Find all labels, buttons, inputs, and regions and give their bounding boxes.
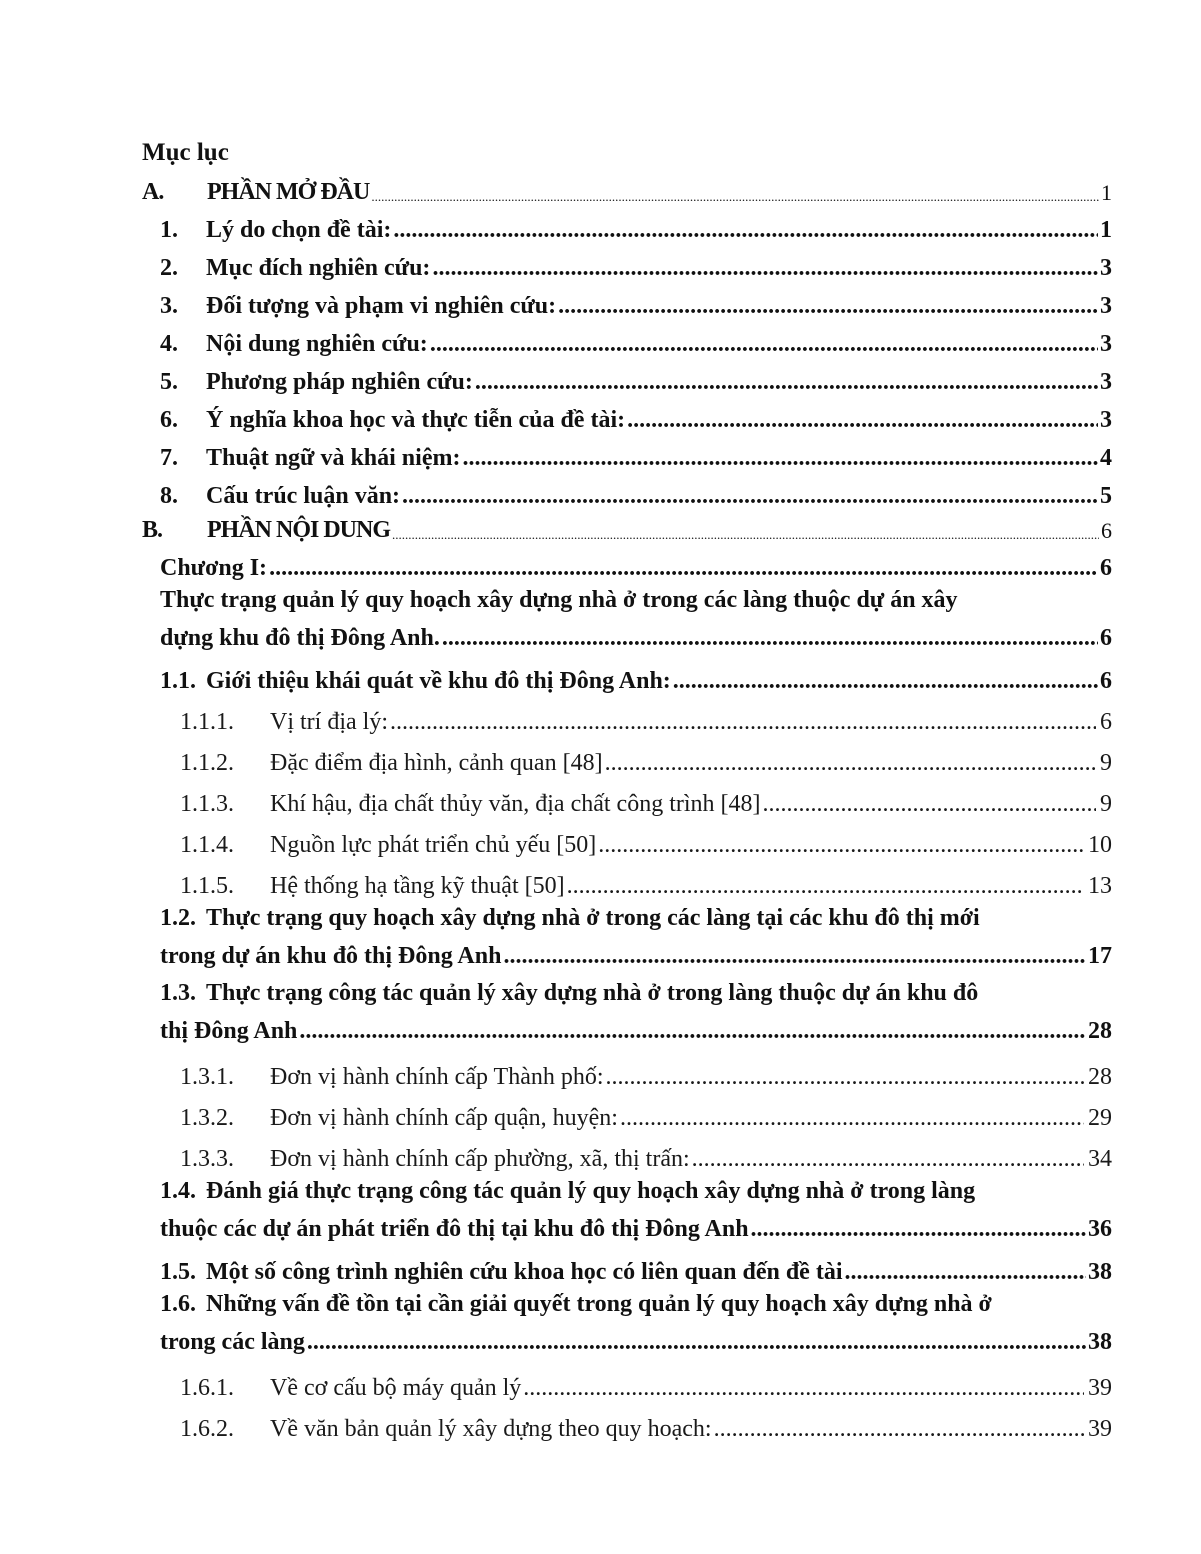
toc-entry-number: 1.6.1. [180, 1375, 234, 1401]
toc-entry-page: 29 [1088, 1105, 1112, 1131]
toc-entry-1-1-2[interactable] [142, 736, 1112, 777]
toc-entry-number: 8. [160, 483, 178, 509]
toc-entry-1-1-3[interactable] [142, 777, 1112, 818]
toc-entry-1-3-1[interactable] [142, 1050, 1112, 1091]
toc-entry-line1 [160, 1286, 1112, 1324]
toc-entry-text: Chương I: [160, 555, 268, 581]
toc-entry-page: 34 [1088, 1146, 1112, 1172]
toc-entry-part-a[interactable] [142, 172, 1112, 206]
toc-entry-number: 1.1.4. [180, 832, 234, 858]
dot-leader [503, 938, 1086, 976]
toc-entry-page: 5 [1100, 483, 1112, 509]
toc-entry-text: Cấu trúc luận văn: [206, 483, 401, 509]
toc-entry-page: 6 [1100, 668, 1112, 694]
toc-entry-page: 13 [1088, 873, 1112, 899]
toc-entry-text: Đơn vị hành chính cấp Thành phố: [270, 1064, 604, 1090]
toc-entry-text: Một số công trình nghiên cứu khoa học có liên quan đến đề tài [206, 1259, 843, 1285]
toc-entry-text-line1: Thực trạng quy hoạch xây dựng nhà ở trong các làng tại các khu đô thị mới [206, 905, 980, 931]
toc-entry-page: 6 [1100, 709, 1112, 735]
toc-entry-text: Khí hậu, địa chất thủy văn, địa chất công trình [48] [270, 791, 761, 817]
toc-entry-number: 1. [160, 217, 178, 243]
table-of-contents [142, 138, 1112, 1443]
toc-entry-number: 1.1.3. [180, 791, 234, 817]
toc-entry-1-1-5[interactable] [142, 859, 1112, 900]
dot-leader [714, 1416, 1084, 1443]
toc-entry-text-line2: thuộc các dự án phát triển đô thị tại khu đô thị Đông Anh [160, 1215, 749, 1242]
toc-entry-3[interactable] [142, 282, 1112, 320]
toc-entry-7[interactable] [142, 434, 1112, 472]
dot-leader [627, 407, 1098, 434]
toc-entry-number: 7. [160, 445, 178, 471]
dot-leader [523, 1375, 1084, 1402]
dot-leader [392, 526, 1099, 544]
toc-entry-1-5[interactable] [142, 1248, 1112, 1286]
toc-entry-text: Lý do chọn đề tài: [206, 217, 392, 243]
toc-entry-number: 1.5. [160, 1259, 196, 1285]
toc-entry-page: 6 [1100, 624, 1112, 651]
toc-entry-1[interactable] [142, 206, 1112, 244]
dot-leader [299, 1013, 1086, 1051]
dot-leader [558, 293, 1098, 320]
toc-entry-number: 1.1. [160, 668, 196, 694]
toc-entry-text: Vị trí địa lý: [270, 709, 388, 735]
dot-leader [432, 255, 1098, 282]
dot-leader [598, 832, 1084, 859]
toc-entry-page: 38 [1088, 1328, 1112, 1355]
toc-entry-text-line2: trong dự án khu đô thị Đông Anh [160, 942, 502, 969]
toc-entry-page: 17 [1088, 942, 1112, 969]
toc-entry-number: 4. [160, 331, 178, 357]
toc-entry-number: 6. [160, 407, 178, 433]
dot-leader [605, 750, 1096, 777]
dot-leader [620, 1105, 1084, 1132]
dot-leader [692, 1146, 1084, 1173]
toc-entry-text-line2: thị Đông Anh [160, 1017, 298, 1044]
toc-entry-1-1[interactable] [142, 657, 1112, 695]
toc-entry-5[interactable] [142, 358, 1112, 396]
toc-entry-page: 4 [1100, 445, 1112, 471]
toc-entry-text-line1: Thực trạng quản lý quy hoạch xây dựng nhà ở trong các làng thuộc dự án xây [160, 587, 958, 613]
dot-leader [371, 188, 1099, 206]
dot-leader [567, 873, 1084, 900]
toc-entry-text: Đặc điểm địa hình, cảnh quan [48] [270, 750, 603, 776]
toc-entry-1-6-2[interactable] [142, 1402, 1112, 1443]
dot-leader [751, 1211, 1086, 1249]
toc-entry-number: 1.3.3. [180, 1146, 234, 1172]
toc-entry-8[interactable] [142, 472, 1112, 510]
toc-entry-text: Nội dung nghiên cứu: [206, 331, 428, 357]
toc-entry-line1 [160, 975, 1112, 1013]
toc-entry-number: 1.3. [160, 980, 196, 1006]
toc-entry-text: Thuật ngữ và khái niệm: [206, 445, 461, 471]
toc-entry-page: 3 [1100, 369, 1112, 395]
toc-entry-text: Nguồn lực phát triển chủ yếu [50] [270, 832, 597, 858]
toc-entry-page: 9 [1100, 750, 1112, 776]
dot-leader [430, 331, 1098, 358]
toc-entry-number: A. [142, 179, 164, 205]
dot-leader [763, 791, 1096, 818]
toc-entry-page: 28 [1088, 1017, 1112, 1044]
toc-entry-number: 3. [160, 293, 178, 319]
toc-entry-text: Phương pháp nghiên cứu: [206, 369, 473, 395]
toc-entry-page: 6 [1100, 555, 1112, 581]
toc-entry-number: 5. [160, 369, 178, 395]
toc-entry-line1 [160, 900, 1112, 938]
toc-entry-text: PHẦN NỘI DUNG [207, 517, 390, 543]
toc-entry-text-line2: dựng khu đô thị Đông Anh. [160, 624, 440, 651]
toc-entry-1-1-1[interactable] [142, 695, 1112, 736]
toc-entry-1-1-4[interactable] [142, 818, 1112, 859]
toc-entry-page: 38 [1088, 1259, 1112, 1285]
dot-leader [606, 1064, 1084, 1091]
dot-leader [307, 1324, 1086, 1362]
toc-entry-page: 1 [1101, 180, 1112, 205]
toc-entry-1-6[interactable] [142, 1286, 1112, 1361]
toc-entry-number: 1.3.2. [180, 1105, 234, 1131]
toc-entry-number: 1.2. [160, 905, 196, 931]
toc-entry-1-6-1[interactable] [142, 1361, 1112, 1402]
dot-leader [462, 445, 1098, 472]
toc-entry-text-line1: Thực trạng công tác quản lý xây dựng nhà ở trong làng thuộc dự án khu đô [206, 980, 979, 1006]
toc-entry-text-line2: trong các làng [160, 1328, 305, 1355]
dot-leader [393, 217, 1098, 244]
dot-leader [442, 620, 1098, 658]
toc-entry-4[interactable] [142, 320, 1112, 358]
toc-entry-text-line1: Đánh giá thực trạng công tác quản lý quy hoạch xây dựng nhà ở trong làng [206, 1178, 976, 1204]
toc-entry-line1 [160, 1173, 1112, 1211]
toc-entry-text: Đơn vị hành chính cấp phường, xã, thị trấn: [270, 1146, 690, 1172]
toc-entry-number: 1.6. [160, 1291, 196, 1317]
toc-entry-6[interactable] [142, 396, 1112, 434]
toc-entry-1-3[interactable] [142, 975, 1112, 1050]
toc-entry-1-2[interactable] [142, 900, 1112, 975]
toc-entry-page: 3 [1100, 255, 1112, 281]
toc-title: Mục lục [142, 139, 229, 166]
toc-entry-page: 39 [1088, 1375, 1112, 1401]
toc-entry-page: 6 [1101, 518, 1112, 543]
toc-entry-1-3-3[interactable] [142, 1132, 1112, 1173]
dot-leader [402, 483, 1098, 510]
toc-entry-page: 39 [1088, 1416, 1112, 1442]
toc-entry-text-line1: Những vấn đề tồn tại cần giải quyết trong quản lý quy hoạch xây dựng nhà ở [206, 1291, 992, 1317]
dot-leader [269, 555, 1098, 582]
toc-entry-page: 36 [1088, 1215, 1112, 1242]
toc-entry-text: Mục đích nghiên cứu: [206, 255, 431, 281]
dot-leader [845, 1259, 1087, 1286]
toc-entry-chapter-1-title[interactable] [142, 582, 1112, 657]
toc-entry-1-3-2[interactable] [142, 1091, 1112, 1132]
toc-entry-page: 9 [1100, 791, 1112, 817]
toc-entry-page: 10 [1088, 832, 1112, 858]
toc-entry-text: Về văn bản quản lý xây dựng theo quy hoạch: [270, 1416, 712, 1442]
toc-entry-text: Đơn vị hành chính cấp quận, huyện: [270, 1105, 618, 1131]
toc-entry-number: 2. [160, 255, 178, 281]
toc-entry-text: Ý nghĩa khoa học và thực tiễn của đề tài: [206, 407, 626, 433]
dot-leader [390, 709, 1096, 736]
toc-entry-1-4[interactable] [142, 1173, 1112, 1248]
toc-entry-number: 1.3.1. [180, 1064, 234, 1090]
toc-entry-2[interactable] [142, 244, 1112, 282]
dot-leader [475, 369, 1098, 396]
toc-entry-text: PHẦN MỞ ĐẦU [207, 179, 370, 205]
toc-entry-number: B. [142, 517, 163, 543]
toc-entry-number: 1.1.2. [180, 750, 234, 776]
dot-leader [673, 668, 1098, 695]
toc-entry-text: Về cơ cấu bộ máy quản lý [270, 1375, 522, 1401]
toc-entry-text: Giới thiệu khái quát về khu đô thị Đông Anh: [206, 668, 671, 694]
toc-entry-page: 1 [1100, 217, 1112, 243]
toc-entry-number: 1.1.5. [180, 873, 234, 899]
toc-entry-number: 1.6.2. [180, 1416, 234, 1442]
toc-entry-page: 28 [1088, 1064, 1112, 1090]
toc-entry-part-b[interactable] [142, 510, 1112, 544]
toc-entry-text: Hệ thống hạ tầng kỹ thuật [50] [270, 873, 565, 899]
toc-entry-number: 1.1.1. [180, 709, 234, 735]
toc-entry-number: 1.4. [160, 1178, 196, 1204]
toc-entry-chapter-1[interactable] [142, 544, 1112, 582]
toc-entry-page: 3 [1100, 331, 1112, 357]
toc-entry-page: 3 [1100, 293, 1112, 319]
toc-entry-page: 3 [1100, 407, 1112, 433]
toc-entry-text: Đối tượng và phạm vi nghiên cứu: [206, 293, 557, 319]
